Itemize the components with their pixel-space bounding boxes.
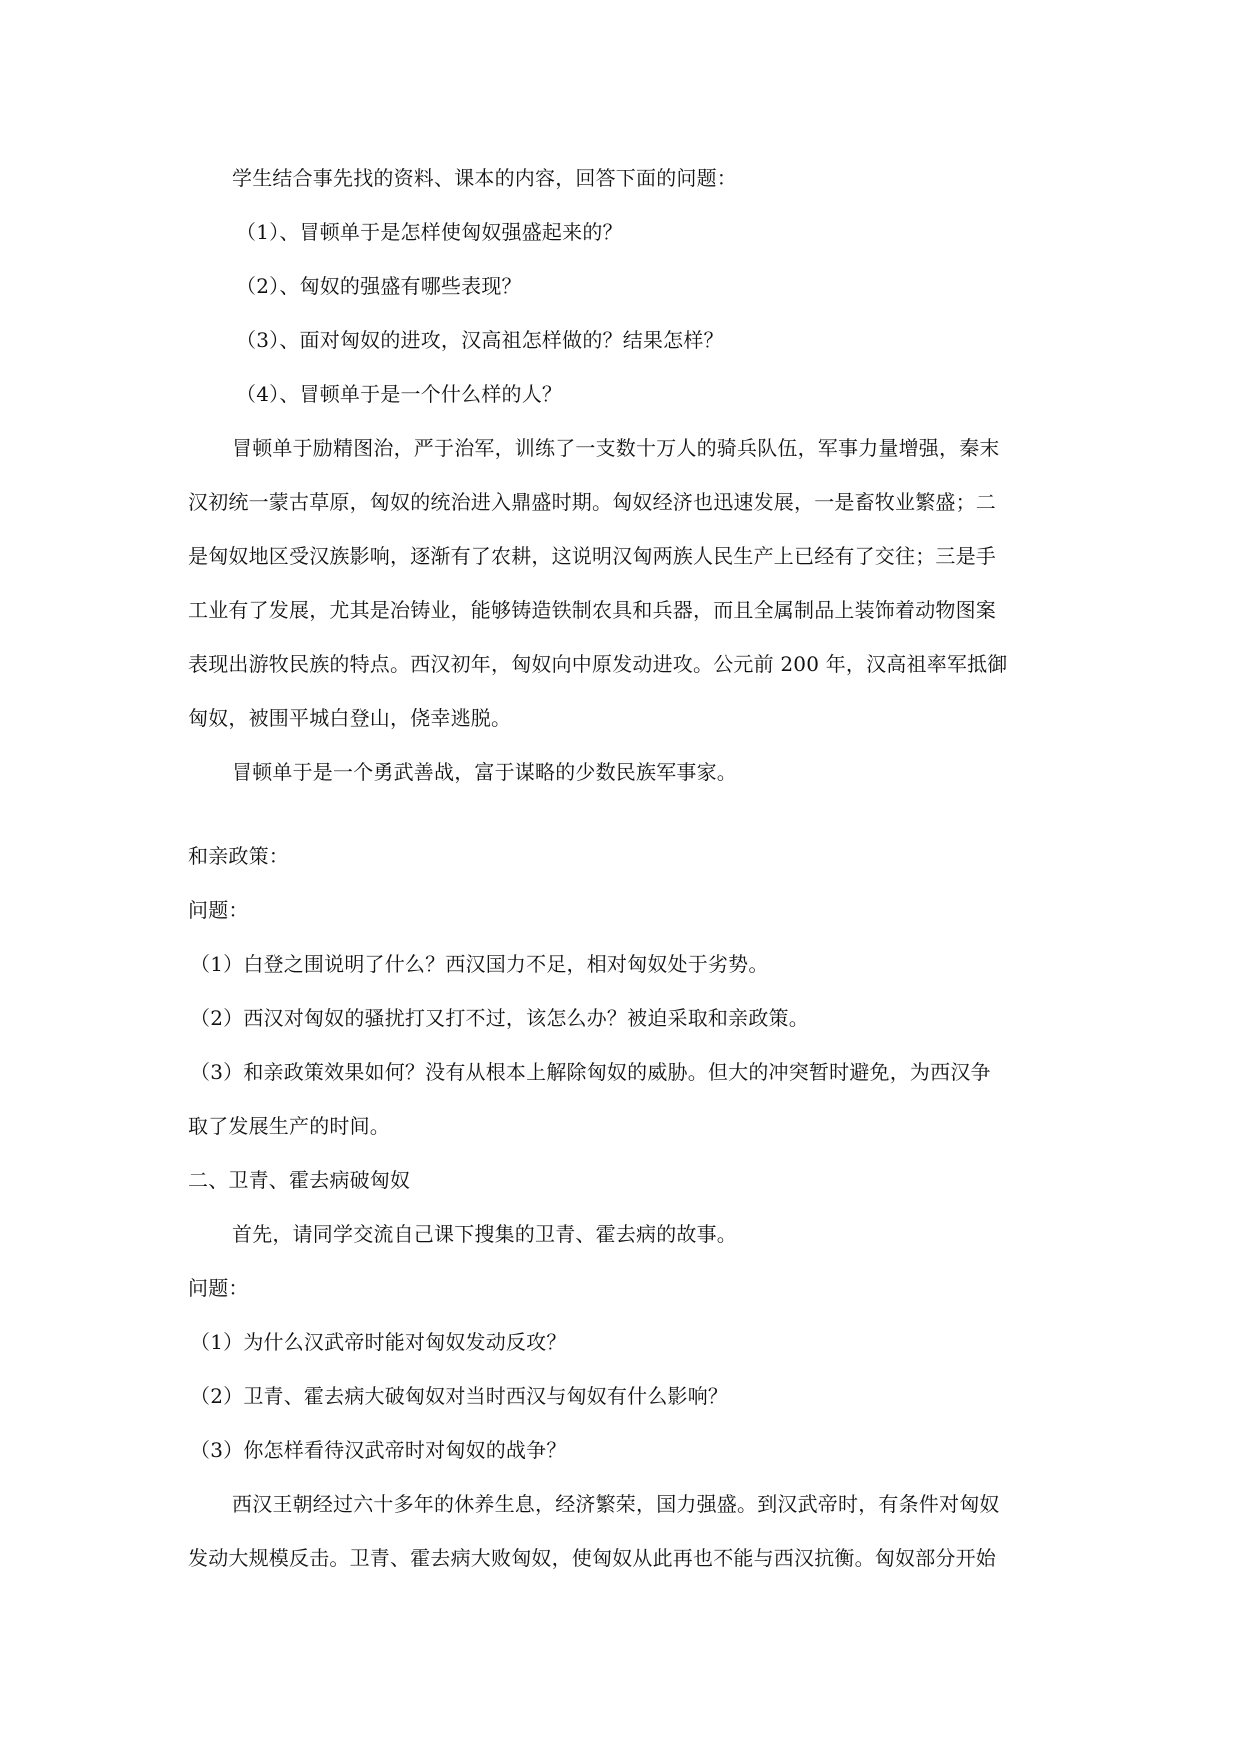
section1-answer-line-3: 是匈奴地区受汉族影响，逐渐有了农耕，这说明汉匈两族人民生产上已经有了交往；三是手 xyxy=(188,544,996,568)
section3-item-2: （2）卫青、霍去病大破匈奴对当时西汉与匈奴有什么影响？ xyxy=(190,1384,729,1408)
section2-item-3-continued: 取了发展生产的时间。 xyxy=(188,1114,390,1138)
section1-conclusion: 冒顿单于是一个勇武善战，富于谋略的少数民族军事家。 xyxy=(232,760,737,784)
section3-item-3: （3）你怎样看待汉武帝时对匈奴的战争？ xyxy=(190,1438,567,1462)
section1-question-2: （2）、匈奴的强盛有哪些表现？ xyxy=(236,274,522,298)
section3-intro: 首先，请同学交流自己课下搜集的卫青、霍去病的故事。 xyxy=(232,1222,737,1246)
section1-answer-line-2: 汉初统一蒙古草原，匈奴的统治进入鼎盛时期。匈奴经济也迅速发展，一是畜牧业繁盛；二 xyxy=(188,490,996,514)
section3-questions-label: 问题： xyxy=(188,1276,249,1300)
section2-item-1: （1）白登之围说明了什么？西汉国力不足，相对匈奴处于劣势。 xyxy=(190,952,769,976)
section2-heading: 和亲政策： xyxy=(188,844,289,868)
section1-answer-line-5: 表现出游牧民族的特点。西汉初年，匈奴向中原发动进攻。公元前 200 年，汉高祖率军抵御 xyxy=(188,652,1008,676)
section3-heading: 二、卫青、霍去病破匈奴 xyxy=(188,1168,411,1192)
section1-question-3: （3）、面对匈奴的进攻，汉高祖怎样做的？结果怎样？ xyxy=(236,328,724,352)
section3-item-1: （1）为什么汉武帝时能对匈奴发动反攻？ xyxy=(190,1330,567,1354)
section2-item-2: （2）西汉对匈奴的骚扰打又打不过，该怎么办？被迫采取和亲政策。 xyxy=(190,1006,809,1030)
section3-answer-line-1: 西汉王朝经过六十多年的休养生息，经济繁荣，国力强盛。到汉武帝时，有条件对匈奴 xyxy=(232,1492,1000,1516)
section1-question-4: （4）、冒顿单于是一个什么样的人？ xyxy=(236,382,563,406)
section1-answer-line-1: 冒顿单于励精图治，严于治军，训练了一支数十万人的骑兵队伍，军事力量增强，秦末 xyxy=(232,436,1000,460)
section1-answer-line-4: 工业有了发展，尤其是冶铸业，能够铸造铁制农具和兵器，而且全属制品上装饰着动物图案 xyxy=(188,598,996,622)
section3-answer-line-2: 发动大规模反击。卫青、霍去病大败匈奴，使匈奴从此再也不能与西汉抗衡。匈奴部分开始 xyxy=(188,1546,996,1570)
section1-intro: 学生结合事先找的资料、课本的内容，回答下面的问题： xyxy=(232,166,737,190)
section1-answer-line-6: 匈奴，被围平城白登山，侥幸逃脱。 xyxy=(188,706,512,730)
section2-item-3: （3）和亲政策效果如何？没有从根本上解除匈奴的威胁。但大的冲突暂时避免，为西汉争 xyxy=(190,1060,991,1084)
section2-questions-label: 问题： xyxy=(188,898,249,922)
section1-question-1: （1）、冒顿单于是怎样使匈奴强盛起来的？ xyxy=(236,220,623,244)
